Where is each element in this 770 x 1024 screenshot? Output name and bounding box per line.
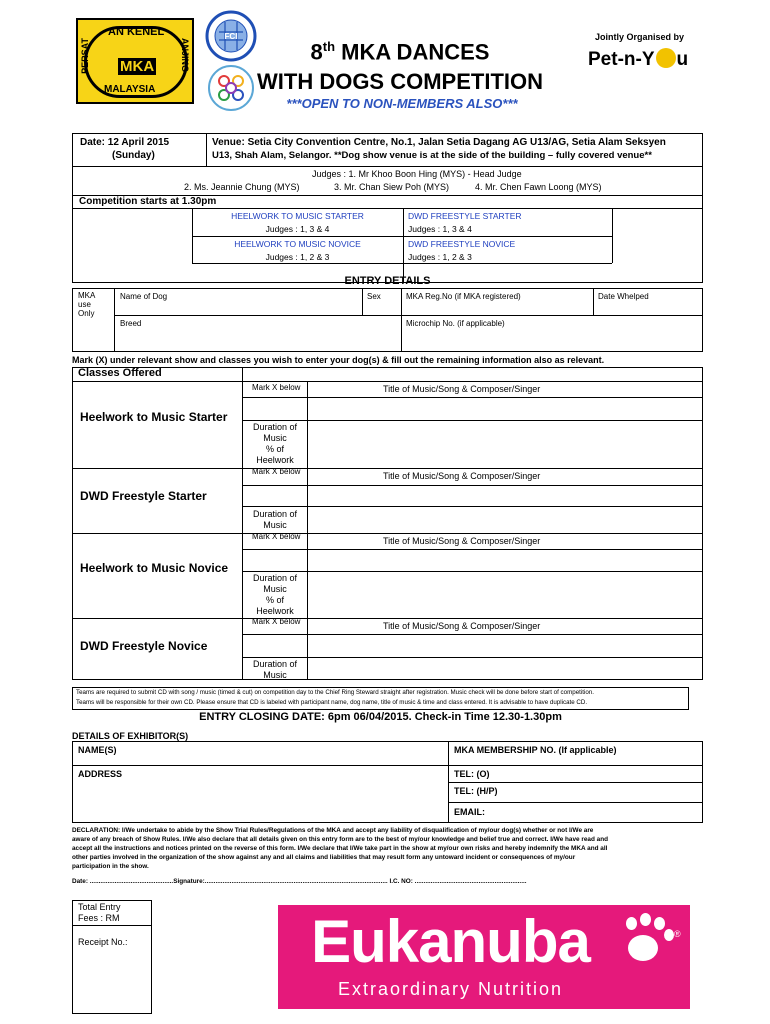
declaration <box>72 826 703 871</box>
name-of-dog-label: Name of Dog <box>120 292 168 301</box>
title-number: 8 <box>310 39 323 65</box>
declaration-line5: participation in the show. <box>72 863 149 870</box>
page-title <box>240 32 560 97</box>
pct-3-b: Heelwork <box>256 606 294 616</box>
duration-4-b: Music <box>263 670 287 680</box>
mka-logo-top-text: AN KENEL <box>108 26 165 38</box>
mark-x-1: Mark X below <box>252 383 301 392</box>
fees <box>78 902 121 924</box>
pet-n-you-dog-icon <box>656 48 676 68</box>
class-row-3: Heelwork to Music Novice <box>80 561 229 575</box>
fees-line2: Fees : RM <box>78 913 120 923</box>
judges-line1: Judges : 1. Mr Khoo Boon Hing (MYS) - Head Judge <box>312 169 522 179</box>
paw-icon-toe1 <box>626 917 637 930</box>
music-title-4: Title of Music/Song & Composer/Singer <box>383 621 541 631</box>
entry-details-heading: ENTRY DETAILS <box>344 275 431 287</box>
reg-no-label: MKA Reg.No (if MKA registered) <box>406 292 521 301</box>
duration-2-a: Duration of <box>252 509 298 519</box>
pet-n-you-text-b: u <box>676 49 689 70</box>
music-title-2: Title of Music/Song & Composer/Singer <box>383 471 541 481</box>
duration-3-a: Duration of <box>252 573 298 583</box>
mka-logo-bottom-text: MALAYSIA <box>104 84 156 95</box>
judge-3: 3. Mr. Chan Siew Poh (MYS) <box>334 182 450 192</box>
tel-o-label: TEL: (O) <box>454 769 490 779</box>
paw-icon-toe3 <box>654 917 665 930</box>
duration-1-b: Music <box>263 433 287 443</box>
breed-label: Breed <box>120 319 142 328</box>
eukanuba-tagline: Extraordinary Nutrition <box>337 979 564 999</box>
receipt-label: Receipt No.: <box>78 937 128 947</box>
venue-line1: Venue: Setia City Convention Centre, No.1, Jalan Setia Dagang AG U13/AG, Setia Alam Seksyen <box>212 137 666 148</box>
mka-logo-middle-text: MKA <box>120 58 155 75</box>
competition-start: Competition starts at 1.30pm <box>79 196 217 207</box>
pet-n-you-logo <box>588 48 688 71</box>
duration-3-b: Music <box>263 584 287 594</box>
duration-2 <box>244 509 306 531</box>
mka-use-3: Only <box>78 309 95 318</box>
membership-label: MKA MEMBERSHIP NO. (If applicable) <box>454 745 617 755</box>
class-3-judges: Judges : 1, 2 & 3 <box>265 252 330 262</box>
paw-icon-toe4 <box>664 929 674 941</box>
declaration-line1: DECLARATION: I/We undertake to abide by the Show Trial Rules/Regulations of the MKA and accept any liability of disqualification of my/our dog(s) whether or not I/We are <box>72 827 594 834</box>
class-row-2: DWD Freestyle Starter <box>80 489 207 503</box>
event-date: Date: 12 April 2015 <box>80 137 170 148</box>
notes-line1: Teams are required to submit CD with song / music (timed & cut) on competition day to the Chief Ring Steward straight after registration. Music check will be done before start of competition. <box>76 689 594 696</box>
classes-offered-heading: Classes Offered <box>78 367 162 379</box>
duration-2-b: Music <box>263 520 287 530</box>
eukanuba-brand: Eukanuba <box>311 908 590 975</box>
mka-use-2: use <box>78 300 91 309</box>
pct-1-a: % of <box>265 444 284 454</box>
mka-logo <box>76 18 194 104</box>
music-title-3: Title of Music/Song & Composer/Singer <box>383 536 541 546</box>
names-label: NAME(S) <box>78 745 117 755</box>
email-label: EMAIL: <box>454 807 485 817</box>
judge-2: 2. Ms. Jeannie Chung (MYS) <box>184 182 300 192</box>
class-1-judges: Judges : 1, 3 & 4 <box>265 224 330 234</box>
duration-4 <box>244 659 306 681</box>
title-line2: WITH DOGS COMPETITION <box>257 69 543 95</box>
pct-3-a: % of <box>265 595 284 605</box>
class-row-4: DWD Freestyle Novice <box>80 639 208 653</box>
mark-x-4: Mark X below <box>252 617 301 626</box>
pct-1-b: Heelwork <box>256 455 294 465</box>
mark-x-2: Mark X below <box>252 467 301 476</box>
class-1-name: HEELWORK TO MUSIC STARTER <box>231 211 364 221</box>
title-superscript: th <box>322 39 336 54</box>
event-day: (Sunday) <box>112 150 155 161</box>
notes-line2: Teams will be responsible for their own CD. Please ensure that CD is labeled with participant name, dog name, title of music & time and class entered. It is advisable to have duplicate CD. <box>76 699 588 706</box>
registered-mark: ® <box>674 929 681 939</box>
mka-use-only <box>78 291 95 318</box>
paw-icon-toe2 <box>640 913 651 926</box>
declaration-line4: other parties involved in the organization of the show against any and all claims and liabilities that may result form any untoward incident or consequences of my/our <box>72 854 576 861</box>
judge-4: 4. Mr. Chen Fawn Loong (MYS) <box>475 182 602 192</box>
declaration-line2: aware of any breach of Show Rules. I/We also declare that all details given on this entry form are to the best of my/our knowledge and belief true and correct. I/We have read and <box>72 836 609 843</box>
venue-line2: U13, Shah Alam, Selangor. **Dog show venue is at the side of the building – fully covered venue** <box>212 150 652 161</box>
address-label: ADDRESS <box>78 769 123 779</box>
duration-4-a: Duration of <box>252 659 298 669</box>
date-whelped-label: Date Whelped <box>598 292 649 301</box>
class-4-judges: Judges : 1, 2 & 3 <box>408 252 472 262</box>
open-note: ***OPEN TO NON-MEMBERS ALSO*** <box>286 96 518 111</box>
fci-logo-text: FCI <box>224 32 238 41</box>
mark-instruction: Mark (X) under relevant show and classes you wish to enter your dog(s) & fill out the remaining information also as relevant. <box>72 355 605 365</box>
exhibitor-heading: DETAILS OF EXHIBITOR(S) <box>72 731 189 741</box>
mka-logo-left-text: PERSAT <box>80 38 90 74</box>
class-3-name: HEELWORK TO MUSIC NOVICE <box>234 239 361 249</box>
title-line1: MKA DANCES <box>335 39 490 65</box>
eukanuba-banner <box>278 905 690 1009</box>
fees-line1: Total Entry <box>78 902 121 912</box>
jointly-organised: Jointly Organised by <box>595 32 685 42</box>
microchip-label: Microchip No. (if applicable) <box>406 319 505 328</box>
tel-h-label: TEL: (H/P) <box>454 786 498 796</box>
closing-date: ENTRY CLOSING DATE: 6pm 06/04/2015. Check-in Time 12.30-1.30pm <box>199 711 562 723</box>
paw-icon-pad <box>628 935 658 961</box>
class-row-1: Heelwork to Music Starter <box>80 410 228 424</box>
sex-label: Sex <box>367 292 381 301</box>
class-2-judges: Judges : 1, 3 & 4 <box>408 224 472 234</box>
pet-n-you-text-a: Pet-n-Y <box>588 49 655 70</box>
class-2-name: DWD FREESTYLE STARTER <box>408 211 522 221</box>
declaration-line3: accept all the instructions and notices printed on the reverse of this form. I/We declare that I/We take part in the show at my/our own risks and hereby indemnify the MKA and all <box>72 845 608 852</box>
mka-use-1: MKA <box>78 291 96 300</box>
duration-3 <box>244 573 306 617</box>
mka-logo-right-text: ANJING <box>180 38 190 73</box>
duration-1 <box>244 422 306 466</box>
duration-1-a: Duration of <box>252 422 298 432</box>
mark-x-3: Mark X below <box>252 532 301 541</box>
music-title-1: Title of Music/Song & Composer/Singer <box>383 384 541 394</box>
signature-line: Date: ...............................................Signature:....................................................................................................... I.C. NO: ............................................................... <box>72 878 527 885</box>
class-4-name: DWD FREESTYLE NOVICE <box>408 239 516 249</box>
